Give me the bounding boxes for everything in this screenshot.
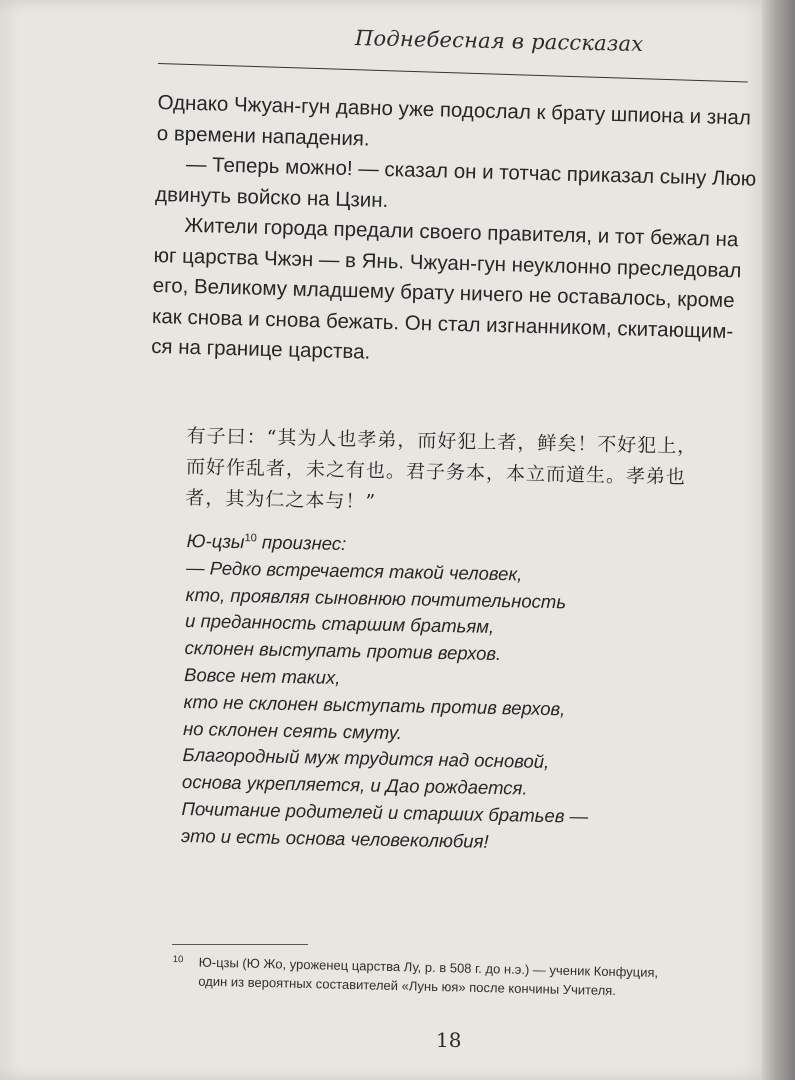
verse-line: Почитание родителей и старших братьев — bbox=[181, 797, 589, 827]
body-line: Жители города предали своего правителя, и тот бежал на bbox=[184, 213, 739, 252]
footnote-rule bbox=[172, 944, 308, 945]
verse-line: — Редко встречается такой человек, bbox=[185, 556, 523, 585]
chinese-quote bbox=[185, 421, 747, 526]
page-number: 18 bbox=[436, 1028, 462, 1052]
verse-speaker-rest: произнес: bbox=[256, 531, 347, 555]
body-line: двинуть войско на Цзин. bbox=[154, 182, 389, 212]
footnote bbox=[172, 950, 753, 1003]
verse-line: и преданность старшим братьям, bbox=[184, 610, 495, 638]
chinese-line: 有子曰：“其为人也孝弟，而好犯上者，鲜矣！不好犯上， bbox=[186, 424, 698, 458]
page-edge bbox=[762, 0, 795, 1080]
body-line: ся на границе царства. bbox=[150, 334, 371, 364]
verse-line: основа укрепляется, и Дао рождается. bbox=[181, 771, 528, 799]
verse-translation bbox=[181, 524, 727, 860]
body-line: как снова и снова бежать. Он стал изгнанником, скитающим- bbox=[151, 304, 734, 343]
body-line: юг царства Чжэн — в Янь. Чжуан-гун неуклонно преследовал bbox=[153, 243, 742, 282]
verse-speaker: Ю-цзы bbox=[186, 529, 245, 553]
verse-line: кто, проявляя сыновнюю почтительность bbox=[185, 583, 567, 612]
verse-line: Благородный муж трудится над основой, bbox=[182, 744, 550, 773]
verse-line: это и есть основа человеколюбия! bbox=[180, 824, 489, 852]
footnote-mark: 10 bbox=[244, 532, 257, 545]
body-line: — Теперь можно! — сказал он и тотчас приказал сыну Люю bbox=[185, 152, 757, 191]
verse-line: но склонен сеять смуту. bbox=[182, 717, 403, 743]
body-line: его, Великому младшему брату ничего не оставалось, кроме bbox=[152, 273, 735, 313]
body-text bbox=[150, 88, 757, 378]
verse-line: склонен выступать против верхов. bbox=[184, 637, 502, 665]
body-line: Однако Чжуан-гун давно уже подослал к брату шпиона и знал bbox=[157, 90, 752, 130]
header-rule bbox=[158, 63, 748, 83]
running-head: Поднебесная в рассказах bbox=[354, 26, 644, 57]
verse-line: кто не склонен выступать против верхов, bbox=[183, 690, 566, 720]
chinese-line: 者，其为仁之本与！” bbox=[185, 486, 377, 513]
body-line: о времени нападения. bbox=[156, 121, 370, 151]
footnote-number: 10 bbox=[172, 953, 184, 966]
footnote-text: Ю-цзы (Ю Жо, уроженец царства Лу, р. в 508 г. до н.э.) — ученик Конфуция, bbox=[198, 954, 659, 981]
chinese-line: 而好作乱者，未之有也。君子务本，本立而道生。孝弟也 bbox=[185, 455, 687, 489]
footnote-line: один из вероятных составителей «Лунь юя» после кончины Учителя. bbox=[198, 973, 617, 999]
verse-line: Вовсе нет таких, bbox=[183, 663, 341, 688]
